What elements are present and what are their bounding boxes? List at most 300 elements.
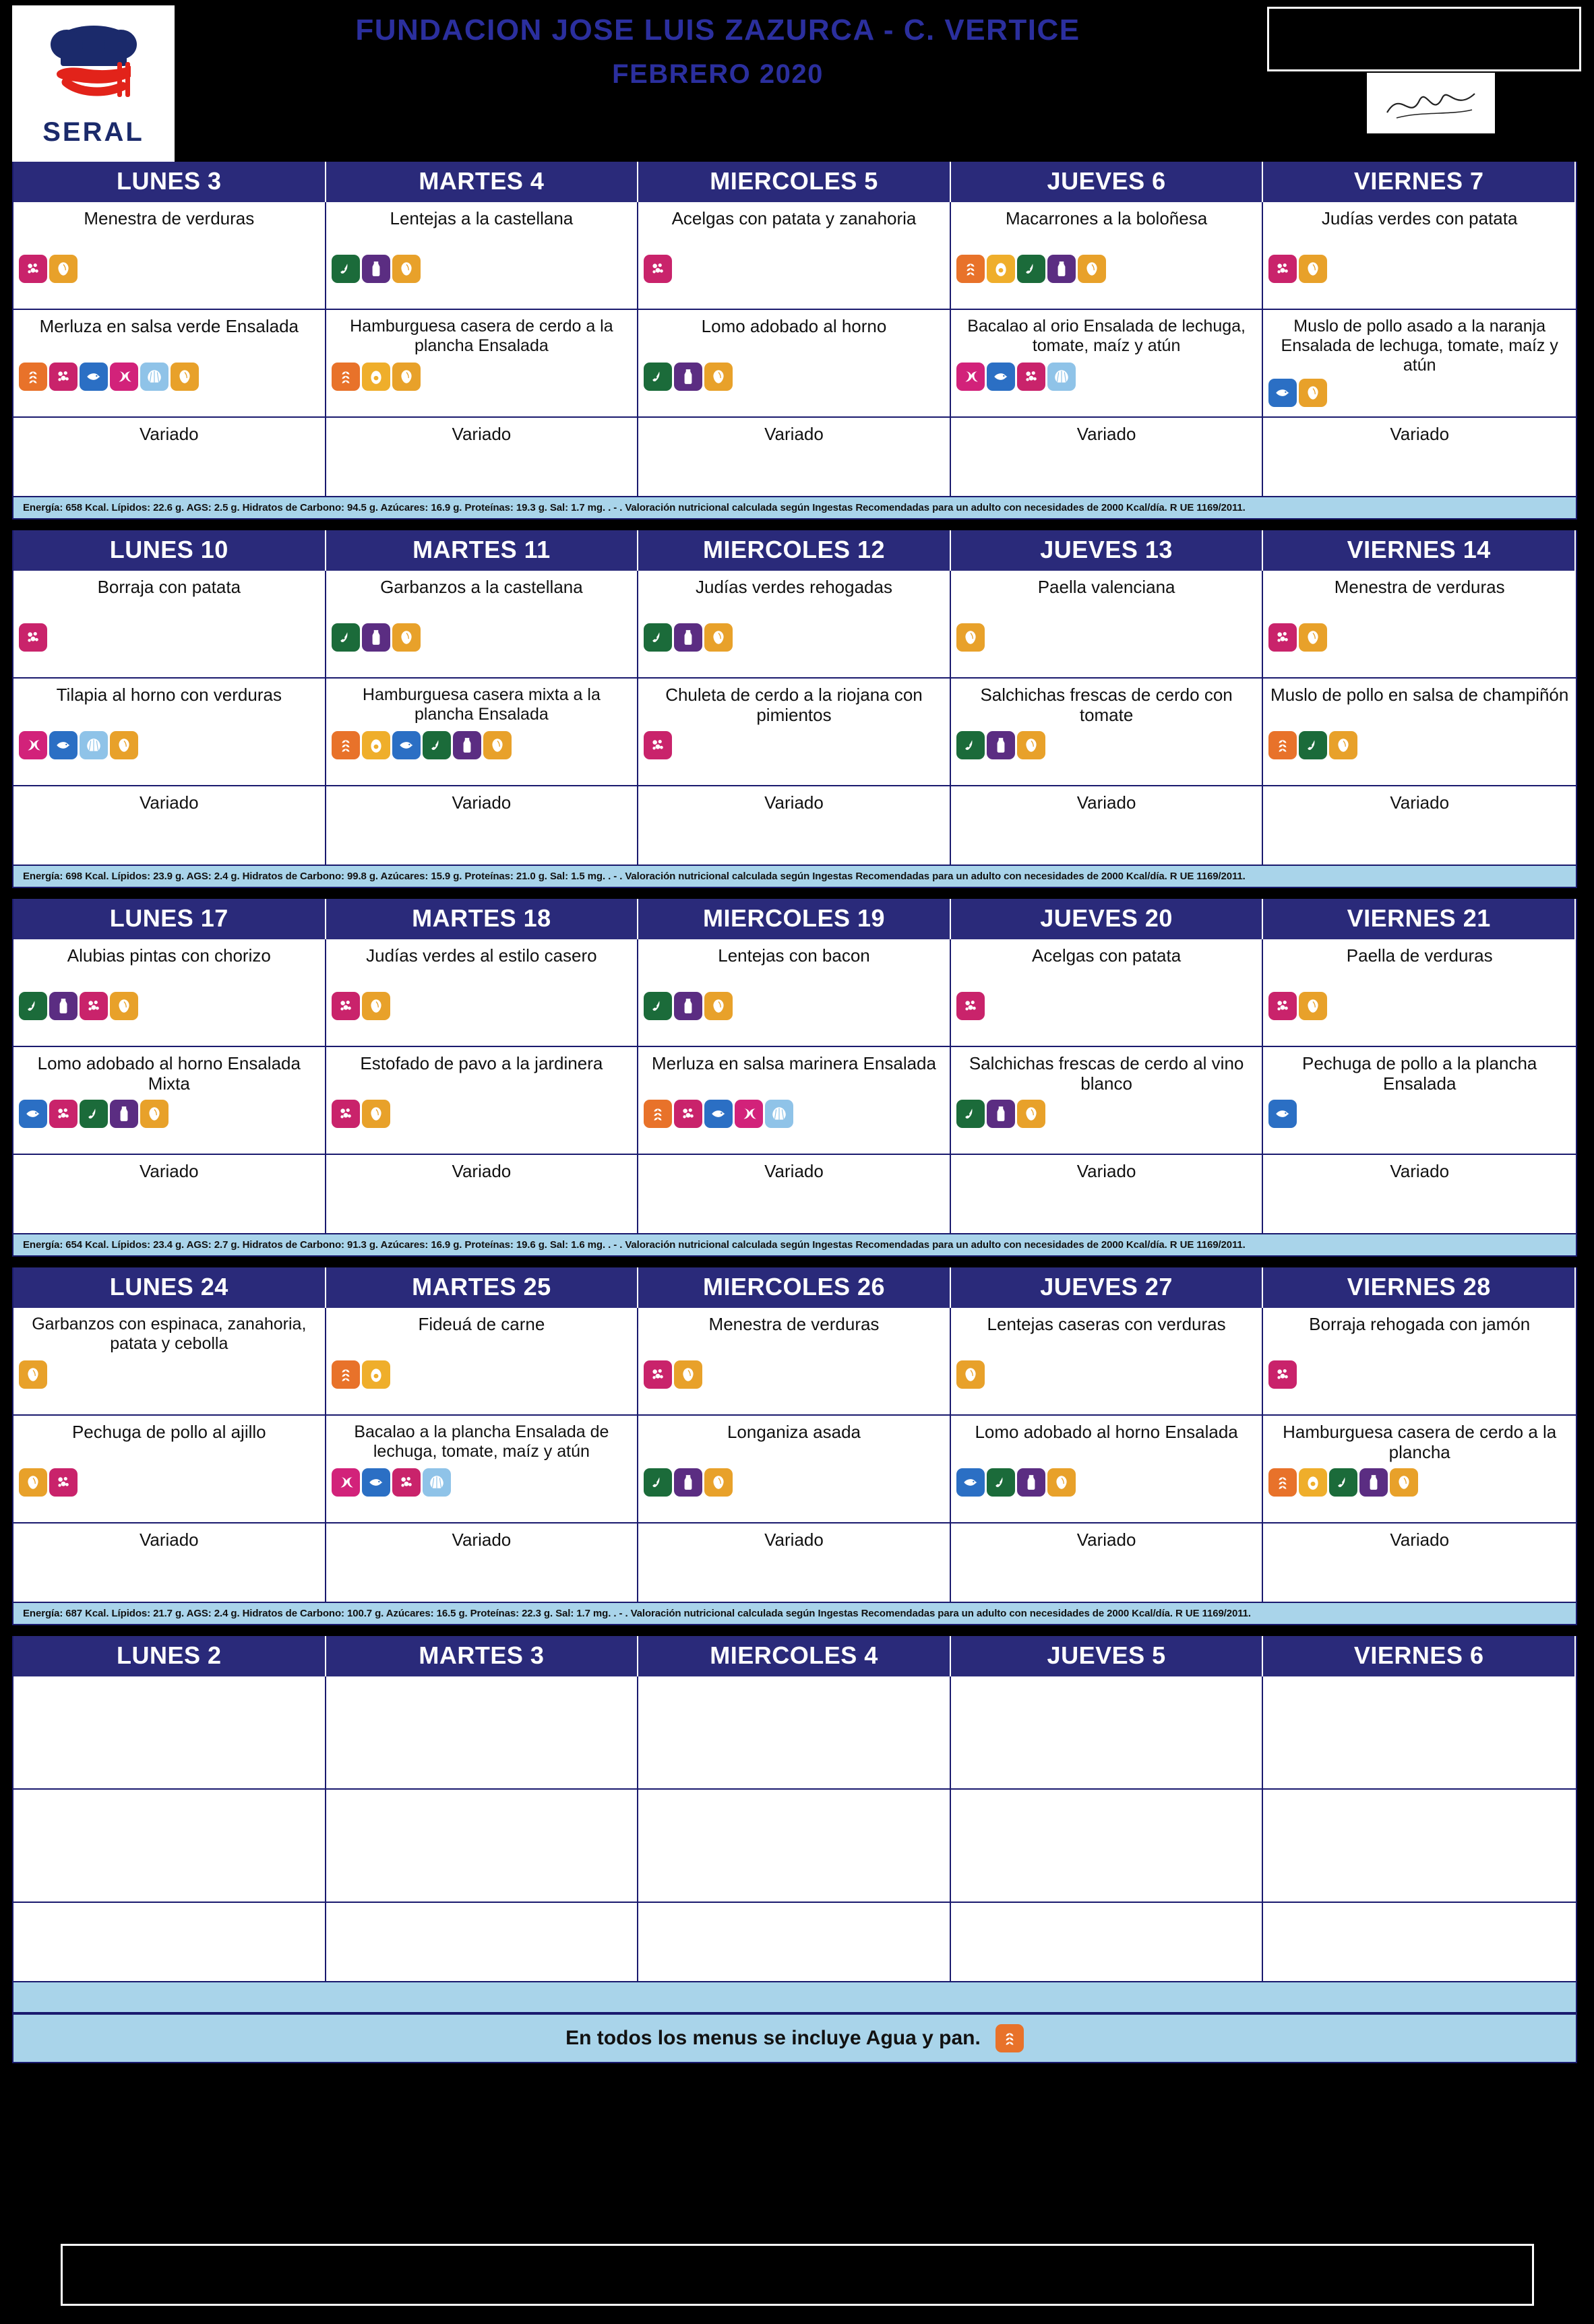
dish-text: Paella valenciana: [1037, 577, 1175, 597]
mustard-allergen-icon: [332, 1100, 360, 1128]
nuts-allergen-icon: [110, 992, 138, 1020]
dish-text: Variado: [139, 1530, 199, 1550]
nuts-allergen-icon: [1299, 255, 1327, 283]
allergen-icon-row: [332, 1360, 632, 1389]
nuts-allergen-icon: [1017, 1100, 1045, 1128]
milk-allergen-icon: [674, 623, 702, 652]
nutrition-note: [12, 1982, 1577, 2013]
dish-text: Bacalao a la plancha Ensalada de lechuga, tomate, maíz y atún: [354, 1422, 609, 1461]
menu-cell-third: [951, 418, 1262, 496]
celery-allergen-icon: [332, 623, 360, 652]
gluten-allergen-icon: [1268, 731, 1297, 759]
menu-cell-third: [13, 1903, 325, 1981]
menu-cell-first: [13, 1676, 325, 1790]
day-column: [1263, 939, 1576, 1234]
nuts-allergen-icon: [392, 623, 421, 652]
menu-cell-first: [326, 571, 638, 679]
dish-text: [1268, 1683, 1570, 1725]
allergen-icon-row: [332, 1100, 632, 1128]
dish-text: Chuleta de cerdo a la riojana con pimientos: [665, 685, 923, 725]
mustard-allergen-icon: [49, 363, 78, 391]
day-header: MARTES 4: [326, 162, 639, 202]
menu-cell-first: [13, 571, 325, 679]
poster-header: [0, 0, 1594, 162]
allergen-icon-row: [644, 731, 944, 759]
allergen-icon-row: [19, 1468, 319, 1497]
dish-text: Judías verdes al estilo casero: [366, 945, 597, 966]
day-column: [13, 571, 326, 866]
day-header: VIERNES 7: [1263, 162, 1576, 202]
signature-icon: [1380, 83, 1481, 123]
day-column: [1263, 202, 1576, 497]
dish-text: [19, 1910, 319, 1951]
menu-cell-first: [1263, 1676, 1576, 1790]
dish-text: [1268, 1796, 1570, 1838]
menu-cell-second: [1263, 310, 1576, 418]
nuts-allergen-icon: [1299, 379, 1327, 407]
menu-sheet: [12, 162, 1577, 2063]
egg-allergen-icon: [362, 1360, 390, 1389]
week-grid: [12, 1267, 1577, 1603]
week-grid: [12, 1636, 1577, 1982]
dish-text: [1268, 1910, 1570, 1951]
menu-cell-second: [13, 310, 325, 418]
dish-text: Lomo adobado al horno Ensalada: [975, 1422, 1238, 1442]
allergen-icon-row: [1268, 1100, 1570, 1128]
day-header: VIERNES 6: [1263, 1636, 1576, 1676]
day-column: [638, 939, 951, 1234]
dish-text: Variado: [1390, 792, 1450, 813]
nutrition-note: Energía: 687 Kcal. Lípidos: 21.7 g. AGS: 2.4 g. Hidratos de Carbono: 100.7 g. Azúcares: 16.5 g. Proteínas: 22.3 g. Sal: 1.7 mg. . - . Valoración nutricional calculada según Ingestas Recomendadas para un adulto con necesidades de 2000 Kcal/día. R UE 1169/2011.: [12, 1603, 1577, 1625]
mustard-allergen-icon: [19, 255, 47, 283]
menu-cell-second: [1263, 1416, 1576, 1524]
nuts-allergen-icon: [1078, 255, 1106, 283]
menu-cell-second: [951, 679, 1262, 786]
day-header: MIERCOLES 5: [638, 162, 951, 202]
nuts-allergen-icon: [956, 623, 985, 652]
dish-text: Variado: [1076, 1161, 1136, 1181]
nuts-allergen-icon: [392, 363, 421, 391]
dish-text: Merluza en salsa verde Ensalada: [39, 316, 299, 336]
celery-allergen-icon: [1329, 1468, 1357, 1497]
dish-text: Garbanzos con espinaca, zanahoria, patata y cebolla: [32, 1315, 307, 1353]
milk-allergen-icon: [674, 363, 702, 391]
molluscs-allergen-icon: [423, 1468, 451, 1497]
menu-cell-second: [326, 1047, 638, 1155]
fish-allergen-icon: [80, 363, 108, 391]
mustard-allergen-icon: [49, 1468, 78, 1497]
menu-cell-third: [13, 1524, 325, 1602]
day-header: VIERNES 14: [1263, 530, 1576, 571]
nuts-allergen-icon: [704, 992, 733, 1020]
dish-text: Variado: [1076, 792, 1136, 813]
menu-cell-first: [638, 939, 950, 1047]
gluten-allergen-icon: [332, 1360, 360, 1389]
menu-cell-second: [326, 679, 638, 786]
footer-note: [12, 2013, 1577, 2063]
celery-allergen-icon: [644, 1468, 672, 1497]
day-header: MIERCOLES 19: [638, 899, 951, 939]
menu-cell-first: [326, 1308, 638, 1416]
dish-text: Judías verdes rehogadas: [696, 577, 892, 597]
celery-allergen-icon: [332, 255, 360, 283]
mustard-allergen-icon: [644, 731, 672, 759]
day-header: MARTES 25: [326, 1267, 639, 1308]
day-header: LUNES 17: [13, 899, 326, 939]
day-column: [1263, 1308, 1576, 1603]
menu-cell-first: [1263, 571, 1576, 679]
day-header: VIERNES 21: [1263, 899, 1576, 939]
day-column: [951, 1308, 1264, 1603]
celery-allergen-icon: [644, 363, 672, 391]
dish-text: Variado: [1390, 424, 1450, 444]
allergen-icon-row: [644, 363, 944, 391]
allergen-icon-row: [956, 992, 1257, 1020]
page-subtitle: FEBRERO 2020: [612, 59, 824, 89]
day-column: [326, 1308, 639, 1603]
menu-cell-second: [326, 1416, 638, 1524]
day-column: [951, 571, 1264, 866]
menu-cell-second: [13, 1047, 325, 1155]
menu-cell-third: [326, 786, 638, 865]
menu-cell-first: [638, 1308, 950, 1416]
nuts-allergen-icon: [483, 731, 512, 759]
week-spacer: [12, 1625, 1577, 1636]
dish-text: Fideuá de carne: [418, 1314, 545, 1334]
allergen-icon-row: [1268, 379, 1570, 407]
day-column: [1263, 1676, 1576, 1982]
menu-cell-first: [951, 1308, 1262, 1416]
nuts-allergen-icon: [171, 363, 199, 391]
fish-allergen-icon: [1268, 1100, 1297, 1128]
milk-allergen-icon: [362, 255, 390, 283]
dish-text: Variado: [1390, 1161, 1450, 1181]
chef-hat-fork-icon: [36, 22, 151, 116]
menu-cell-third: [1263, 418, 1576, 496]
menu-cell-first: [326, 202, 638, 310]
dish-text: Variado: [1076, 424, 1136, 444]
nuts-allergen-icon: [19, 1468, 47, 1497]
menu-cell-third: [1263, 786, 1576, 865]
dish-text: [644, 1796, 944, 1838]
top-right-box: [1267, 7, 1581, 71]
milk-allergen-icon: [987, 731, 1015, 759]
day-header: JUEVES 6: [951, 162, 1264, 202]
allergen-icon-row: [956, 1360, 1257, 1389]
mustard-allergen-icon: [644, 1360, 672, 1389]
logo-text: SERAL: [42, 117, 144, 147]
celery-allergen-icon: [956, 1100, 985, 1128]
menu-cell-third: [638, 418, 950, 496]
menu-cell-second: [13, 1790, 325, 1903]
dish-text: Longaniza asada: [727, 1422, 861, 1442]
fish-allergen-icon: [1268, 379, 1297, 407]
milk-allergen-icon: [362, 623, 390, 652]
dish-text: Variado: [1390, 1530, 1450, 1550]
allergen-icon-row: [956, 623, 1257, 652]
menu-cell-third: [326, 418, 638, 496]
nuts-allergen-icon: [362, 992, 390, 1020]
crustaceans-allergen-icon: [19, 731, 47, 759]
mustard-allergen-icon: [1268, 1360, 1297, 1389]
nuts-allergen-icon: [704, 623, 733, 652]
nuts-allergen-icon: [704, 363, 733, 391]
menu-cell-third: [326, 1524, 638, 1602]
milk-allergen-icon: [987, 1100, 1015, 1128]
allergen-icon-row: [19, 363, 319, 391]
menu-cell-third: [13, 786, 325, 865]
celery-allergen-icon: [1017, 255, 1045, 283]
day-column: [326, 939, 639, 1234]
dish-text: Hamburguesa casera mixta a la plancha Ensalada: [362, 685, 601, 724]
crustaceans-allergen-icon: [110, 363, 138, 391]
menu-cell-third: [13, 1155, 325, 1233]
milk-allergen-icon: [674, 992, 702, 1020]
day-column: [13, 1308, 326, 1603]
nuts-allergen-icon: [392, 255, 421, 283]
footer-text: En todos los menus se incluye Agua y pan.: [565, 2027, 981, 2049]
allergen-icon-row: [644, 623, 944, 652]
allergen-icon-row: [1268, 623, 1570, 652]
menu-cell-first: [13, 202, 325, 310]
mustard-allergen-icon: [1268, 255, 1297, 283]
dish-text: Variado: [452, 424, 512, 444]
allergen-icon-row: [332, 731, 632, 759]
celery-allergen-icon: [644, 623, 672, 652]
dish-text: Tilapia al horno con verduras: [56, 685, 282, 705]
fish-allergen-icon: [19, 1100, 47, 1128]
milk-allergen-icon: [1017, 1468, 1045, 1497]
day-column: [951, 1676, 1264, 1982]
signature-box: [1367, 73, 1495, 133]
menu-cell-first: [638, 571, 950, 679]
milk-allergen-icon: [674, 1468, 702, 1497]
dish-text: Merluza en salsa marinera Ensalada: [651, 1053, 936, 1073]
menu-cell-second: [1263, 1047, 1576, 1155]
dish-text: Variado: [452, 1161, 512, 1181]
menu-cell-third: [1263, 1155, 1576, 1233]
allergen-icon-row: [644, 255, 944, 283]
menu-cell-third: [638, 786, 950, 865]
egg-allergen-icon: [1299, 1468, 1327, 1497]
week-grid: [12, 162, 1577, 497]
allergen-icon-row: [19, 255, 319, 283]
day-column: [951, 202, 1264, 497]
day-header: JUEVES 5: [951, 1636, 1264, 1676]
menu-cell-first: [951, 571, 1262, 679]
menu-cell-second: [1263, 1790, 1576, 1903]
nuts-allergen-icon: [19, 1360, 47, 1389]
menu-cell-second: [951, 1416, 1262, 1524]
mustard-allergen-icon: [956, 992, 985, 1020]
day-header: MIERCOLES 26: [638, 1267, 951, 1308]
allergen-icon-row: [644, 992, 944, 1020]
menu-cell-second: [326, 310, 638, 418]
gluten-allergen-icon: [19, 363, 47, 391]
milk-allergen-icon: [453, 731, 481, 759]
day-header: MIERCOLES 4: [638, 1636, 951, 1676]
dish-text: Salchichas frescas de cerdo al vino blanco: [969, 1053, 1244, 1094]
menu-cell-third: [1263, 1524, 1576, 1602]
menu-cell-second: [13, 679, 325, 786]
day-column: [326, 1676, 639, 1982]
week-spacer: [12, 888, 1577, 899]
allergen-icon-row: [1268, 992, 1570, 1020]
menu-cell-third: [951, 1903, 1262, 1981]
menu-cell-second: [638, 1790, 950, 1903]
day-header: JUEVES 20: [951, 899, 1264, 939]
nuts-allergen-icon: [1017, 731, 1045, 759]
menu-cell-third: [951, 786, 1262, 865]
menu-cell-second: [951, 310, 1262, 418]
mustard-allergen-icon: [19, 623, 47, 652]
dish-text: Menestra de verduras: [708, 1314, 880, 1334]
day-header: LUNES 3: [13, 162, 326, 202]
mustard-allergen-icon: [49, 1100, 78, 1128]
celery-allergen-icon: [80, 1100, 108, 1128]
gluten-allergen-icon: [1268, 1468, 1297, 1497]
menu-cell-second: [326, 1790, 638, 1903]
allergen-icon-row: [1268, 1468, 1570, 1497]
menu-cell-first: [951, 1676, 1262, 1790]
nuts-allergen-icon: [704, 1468, 733, 1497]
dish-text: Muslo de pollo asado a la naranja Ensalada de lechuga, tomate, maíz y atún: [1281, 317, 1558, 375]
day-header: VIERNES 28: [1263, 1267, 1576, 1308]
dish-text: [332, 1683, 632, 1725]
menu-cell-third: [951, 1155, 1262, 1233]
menu-cell-second: [951, 1790, 1262, 1903]
nuts-allergen-icon: [1047, 1468, 1076, 1497]
dish-text: Acelgas con patata y zanahoria: [671, 208, 917, 228]
fish-allergen-icon: [49, 731, 78, 759]
menu-cell-second: [638, 1416, 950, 1524]
egg-allergen-icon: [362, 731, 390, 759]
day-column: [326, 202, 639, 497]
day-header: JUEVES 27: [951, 1267, 1264, 1308]
mustard-allergen-icon: [392, 1468, 421, 1497]
egg-allergen-icon: [362, 363, 390, 391]
dish-text: Menestra de verduras: [84, 208, 255, 228]
dish-text: Hamburguesa casera de cerdo a la plancha: [1283, 1422, 1557, 1462]
dish-text: Lomo adobado al horno Ensalada Mixta: [37, 1053, 301, 1094]
dish-text: Variado: [452, 1530, 512, 1550]
allergen-icon-row: [332, 992, 632, 1020]
menu-cell-first: [638, 1676, 950, 1790]
menu-cell-first: [951, 202, 1262, 310]
gluten-allergen-icon: [956, 255, 985, 283]
allergen-icon-row: [1268, 255, 1570, 283]
seral-logo: [12, 5, 175, 163]
allergen-icon-row: [19, 731, 319, 759]
nuts-allergen-icon: [1299, 992, 1327, 1020]
allergen-icon-row: [956, 731, 1257, 759]
menu-cell-second: [638, 310, 950, 418]
allergen-icon-row: [332, 623, 632, 652]
nuts-allergen-icon: [362, 1100, 390, 1128]
day-header: LUNES 10: [13, 530, 326, 571]
allergen-icon-row: [332, 255, 632, 283]
allergen-icon-row: [644, 1100, 944, 1128]
dish-text: Lentejas a la castellana: [390, 208, 574, 228]
celery-allergen-icon: [956, 731, 985, 759]
mustard-allergen-icon: [1268, 623, 1297, 652]
day-header: MARTES 3: [326, 1636, 639, 1676]
week-grid: [12, 899, 1577, 1234]
dish-text: Variado: [139, 1161, 199, 1181]
day-header: LUNES 24: [13, 1267, 326, 1308]
menu-cell-first: [1263, 939, 1576, 1047]
mustard-allergen-icon: [80, 992, 108, 1020]
dish-text: Macarrones a la boloñesa: [1006, 208, 1208, 228]
nutrition-note: Energía: 654 Kcal. Lípidos: 23.4 g. AGS: 2.7 g. Hidratos de Carbono: 91.3 g. Azúcares: 16.9 g. Proteínas: 19.6 g. Sal: 1.6 mg. . - . Valoración nutricional calculada según Ingestas Recomendadas para un adulto con necesidades de 2000 Kcal/día. R UE 1169/2011.: [12, 1234, 1577, 1257]
gluten-allergen-icon: [995, 2024, 1024, 2052]
day-header: MARTES 11: [326, 530, 639, 571]
mustard-allergen-icon: [1017, 363, 1045, 391]
day-column: [13, 939, 326, 1234]
allergen-icon-row: [1268, 731, 1570, 759]
dish-text: Lentejas con bacon: [718, 945, 870, 966]
dish-text: Pechuga de pollo a la plancha Ensalada: [1302, 1053, 1537, 1094]
menu-cell-first: [638, 202, 950, 310]
dish-text: Variado: [139, 424, 199, 444]
nuts-allergen-icon: [140, 1100, 168, 1128]
page-title: FUNDACION JOSE LUIS ZAZURCA - C. VERTICE: [355, 13, 1080, 46]
gluten-allergen-icon: [332, 731, 360, 759]
dish-text: [644, 1910, 944, 1951]
menu-cell-third: [638, 1155, 950, 1233]
day-column: [638, 1676, 951, 1982]
day-header: MARTES 18: [326, 899, 639, 939]
crustaceans-allergen-icon: [332, 1468, 360, 1497]
fish-allergen-icon: [362, 1468, 390, 1497]
dish-text: [956, 1796, 1257, 1838]
dish-text: [956, 1910, 1257, 1951]
dish-text: Variado: [1076, 1530, 1136, 1550]
dish-text: Paella de verduras: [1346, 945, 1493, 966]
menu-cell-first: [326, 939, 638, 1047]
dish-text: [644, 1683, 944, 1725]
dish-text: Alubias pintas con chorizo: [67, 945, 271, 966]
gluten-allergen-icon: [332, 363, 360, 391]
menu-cell-first: [13, 1308, 325, 1416]
dish-text: Garbanzos a la castellana: [380, 577, 583, 597]
menu-cell-second: [1263, 679, 1576, 786]
dish-text: Judías verdes con patata: [1321, 208, 1518, 228]
dish-text: Variado: [139, 792, 199, 813]
dish-text: Menestra de verduras: [1334, 577, 1505, 597]
molluscs-allergen-icon: [140, 363, 168, 391]
menu-cell-third: [638, 1524, 950, 1602]
celery-allergen-icon: [1299, 731, 1327, 759]
allergen-icon-row: [956, 1100, 1257, 1128]
mustard-allergen-icon: [674, 1100, 702, 1128]
milk-allergen-icon: [110, 1100, 138, 1128]
milk-allergen-icon: [49, 992, 78, 1020]
menu-cell-first: [951, 939, 1262, 1047]
crustaceans-allergen-icon: [956, 363, 985, 391]
allergen-icon-row: [644, 1468, 944, 1497]
dish-text: Estofado de pavo a la jardinera: [360, 1053, 603, 1073]
dish-text: [19, 1796, 319, 1838]
mustard-allergen-icon: [1268, 992, 1297, 1020]
fish-allergen-icon: [987, 363, 1015, 391]
nuts-allergen-icon: [1390, 1468, 1418, 1497]
celery-allergen-icon: [644, 992, 672, 1020]
crustaceans-allergen-icon: [735, 1100, 763, 1128]
nuts-allergen-icon: [1329, 731, 1357, 759]
nuts-allergen-icon: [110, 731, 138, 759]
nuts-allergen-icon: [674, 1360, 702, 1389]
